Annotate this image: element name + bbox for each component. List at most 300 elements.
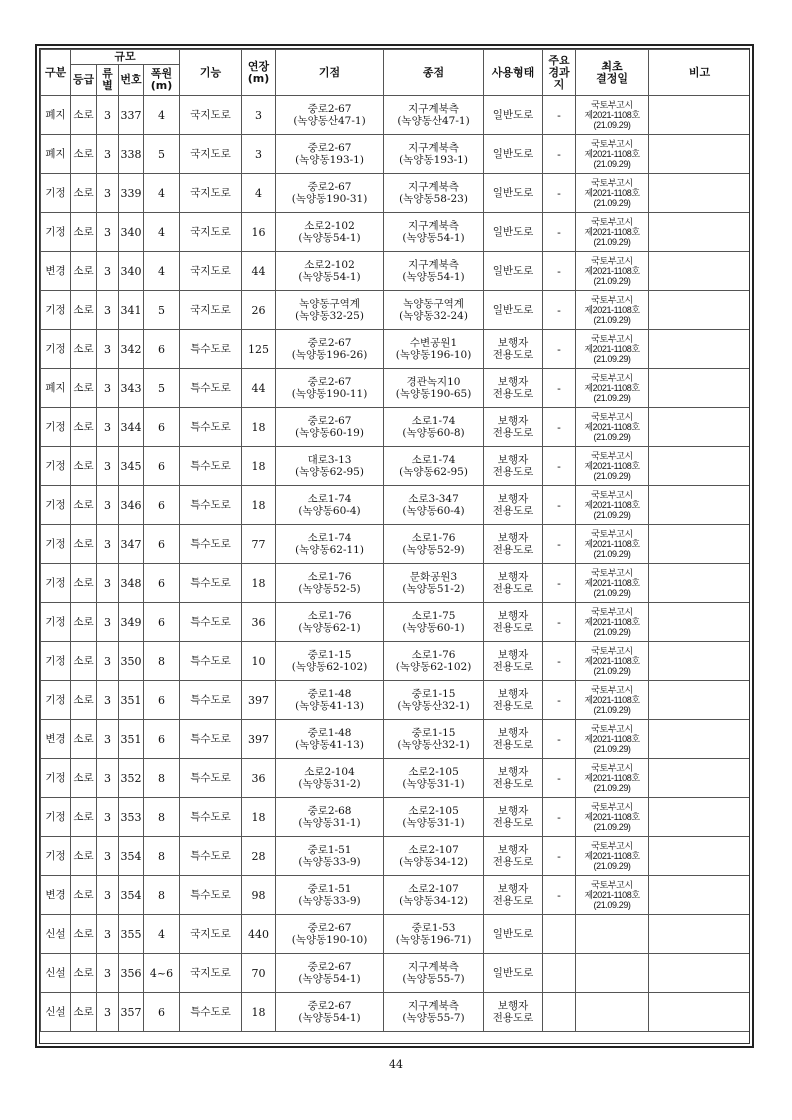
cell-remarks [649, 174, 750, 213]
cell-type: 3 [97, 837, 119, 876]
cell-grade: 소로 [71, 876, 97, 915]
decision-line: 제2021-1108호 [584, 422, 640, 432]
cell-end: 소로1-74 (녹양동60-8) [384, 408, 484, 447]
cell-grade: 소로 [71, 642, 97, 681]
decision-line: (21.09.29) [593, 276, 631, 286]
cell-function: 국지도로 [180, 915, 242, 954]
cell-length: 77 [242, 525, 276, 564]
cell-gubun: 신설 [41, 954, 71, 993]
cell-start: 중로1-51 (녹양동33-9) [276, 876, 384, 915]
cell-start: 중로2-67 (녹양동190-10) [276, 915, 384, 954]
cell-type: 3 [97, 486, 119, 525]
cell-gubun: 기정 [41, 174, 71, 213]
cell-gubun: 변경 [41, 252, 71, 291]
cell-grade: 소로 [71, 447, 97, 486]
cell-width: 4 [144, 252, 180, 291]
cell-width: 6 [144, 720, 180, 759]
cell-remarks [649, 564, 750, 603]
cell-remarks [649, 135, 750, 174]
cell-end: 지구계북측 (녹양동55-7) [384, 993, 484, 1032]
cell-gubun: 기정 [41, 681, 71, 720]
decision-line: (21.09.29) [593, 705, 631, 715]
cell-via: - [543, 837, 576, 876]
cell-length: 18 [242, 798, 276, 837]
cell-gubun: 기정 [41, 564, 71, 603]
cell-gubun: 폐지 [41, 96, 71, 135]
cell-length: 18 [242, 486, 276, 525]
cell-width: 5 [144, 291, 180, 330]
header-remarks: 비고 [649, 50, 750, 96]
cell-number: 340 [119, 252, 144, 291]
cell-gubun: 기정 [41, 447, 71, 486]
cell-function: 국지도로 [180, 96, 242, 135]
decision-line: (21.09.29) [593, 354, 631, 364]
cell-type: 3 [97, 525, 119, 564]
cell-decision [576, 330, 649, 369]
cell-type: 3 [97, 876, 119, 915]
decision-line: 제2021-1108호 [584, 734, 640, 744]
decision-line: 제2021-1108호 [584, 617, 640, 627]
decision-line: 국토부고시 [591, 880, 633, 890]
cell-type: 3 [97, 954, 119, 993]
cell-start: 중로2-67 (녹양동54-1) [276, 993, 384, 1032]
cell-via: - [543, 291, 576, 330]
cell-grade: 소로 [71, 486, 97, 525]
cell-usage: 일반도로 [484, 135, 543, 174]
cell-decision [576, 837, 649, 876]
decision-line: 국토부고시 [591, 451, 633, 461]
table-row [41, 291, 751, 330]
cell-type: 3 [97, 642, 119, 681]
decision-line: 제2021-1108호 [584, 110, 640, 120]
cell-usage: 보행자 전용도로 [484, 759, 543, 798]
table-row [41, 681, 751, 720]
cell-decision [576, 369, 649, 408]
cell-grade: 소로 [71, 330, 97, 369]
cell-length: 44 [242, 252, 276, 291]
cell-start: 중로2-67 (녹양동60-19) [276, 408, 384, 447]
cell-type: 3 [97, 252, 119, 291]
cell-end: 소로1-74 (녹양동62-95) [384, 447, 484, 486]
cell-remarks [649, 486, 750, 525]
cell-grade: 소로 [71, 993, 97, 1032]
cell-number: 344 [119, 408, 144, 447]
cell-length: 44 [242, 369, 276, 408]
cell-number: 342 [119, 330, 144, 369]
cell-decision [576, 720, 649, 759]
cell-function: 특수도로 [180, 798, 242, 837]
cell-function: 특수도로 [180, 993, 242, 1032]
cell-decision [576, 174, 649, 213]
cell-start: 중로2-67 (녹양동193-1) [276, 135, 384, 174]
cell-via [543, 915, 576, 954]
header-length: 연장 (m) [242, 50, 276, 96]
cell-decision [576, 96, 649, 135]
cell-gubun: 기정 [41, 759, 71, 798]
cell-grade: 소로 [71, 681, 97, 720]
cell-length: 397 [242, 681, 276, 720]
cell-type: 3 [97, 993, 119, 1032]
cell-remarks [649, 954, 750, 993]
table-container [39, 48, 750, 1044]
decision-line: 국토부고시 [591, 841, 633, 851]
cell-length: 18 [242, 447, 276, 486]
decision-line: (21.09.29) [593, 159, 631, 169]
cell-start: 소로1-76 (녹양동62-1) [276, 603, 384, 642]
cell-end: 지구계북측 (녹양동55-7) [384, 954, 484, 993]
decision-line: 제2021-1108호 [584, 578, 640, 588]
cell-gubun: 기정 [41, 330, 71, 369]
cell-via: - [543, 603, 576, 642]
cell-function: 특수도로 [180, 720, 242, 759]
cell-start: 소로2-104 (녹양동31-2) [276, 759, 384, 798]
decision-line: 국토부고시 [591, 685, 633, 695]
cell-grade: 소로 [71, 564, 97, 603]
decision-line: 국토부고시 [591, 724, 633, 734]
cell-gubun: 기정 [41, 486, 71, 525]
cell-gubun: 기정 [41, 291, 71, 330]
cell-type: 3 [97, 213, 119, 252]
cell-remarks [649, 330, 750, 369]
cell-grade: 소로 [71, 954, 97, 993]
cell-end: 지구계북측 (녹양동54-1) [384, 213, 484, 252]
decision-line: 국토부고시 [591, 646, 633, 656]
header-start: 기점 [276, 50, 384, 96]
cell-type: 3 [97, 291, 119, 330]
cell-function: 국지도로 [180, 954, 242, 993]
cell-type: 3 [97, 96, 119, 135]
cell-length: 397 [242, 720, 276, 759]
cell-length: 28 [242, 837, 276, 876]
cell-remarks [649, 720, 750, 759]
cell-type: 3 [97, 603, 119, 642]
cell-width: 5 [144, 369, 180, 408]
cell-grade: 소로 [71, 369, 97, 408]
cell-start: 중로2-67 (녹양동54-1) [276, 954, 384, 993]
decision-line: 국토부고시 [591, 178, 633, 188]
cell-end: 소로2-107 (녹양동34-12) [384, 876, 484, 915]
cell-decision [576, 252, 649, 291]
decision-line: (21.09.29) [593, 393, 631, 403]
decision-line: (21.09.29) [593, 471, 631, 481]
cell-usage: 보행자 전용도로 [484, 564, 543, 603]
cell-type: 3 [97, 915, 119, 954]
cell-length: 18 [242, 408, 276, 447]
header-gubun: 구분 [41, 50, 71, 96]
cell-via: - [543, 642, 576, 681]
decision-line: 제2021-1108호 [584, 227, 640, 237]
header-via: 주요 경과 지 [543, 50, 576, 96]
table-body [41, 96, 751, 1032]
cell-gubun: 기정 [41, 213, 71, 252]
cell-length: 18 [242, 564, 276, 603]
cell-function: 특수도로 [180, 408, 242, 447]
page-frame [35, 44, 754, 1048]
cell-usage: 보행자 전용도로 [484, 642, 543, 681]
cell-end: 소로1-75 (녹양동60-1) [384, 603, 484, 642]
header-type: 류별 [97, 65, 119, 96]
cell-decision [576, 876, 649, 915]
cell-remarks [649, 369, 750, 408]
cell-function: 특수도로 [180, 603, 242, 642]
decision-line: 국토부고시 [591, 139, 633, 149]
table-row [41, 408, 751, 447]
cell-width: 4 [144, 96, 180, 135]
cell-start: 중로1-48 (녹양동41-13) [276, 720, 384, 759]
cell-length: 10 [242, 642, 276, 681]
cell-function: 특수도로 [180, 369, 242, 408]
table-row [41, 369, 751, 408]
cell-via: - [543, 720, 576, 759]
cell-function: 특수도로 [180, 642, 242, 681]
decision-line: 제2021-1108호 [584, 266, 640, 276]
cell-via: - [543, 876, 576, 915]
cell-width: 6 [144, 603, 180, 642]
cell-usage: 일반도로 [484, 291, 543, 330]
cell-start: 중로2-67 (녹양동산47-1) [276, 96, 384, 135]
cell-gubun: 신설 [41, 993, 71, 1032]
table-row [41, 642, 751, 681]
cell-usage: 보행자 전용도로 [484, 720, 543, 759]
cell-width: 6 [144, 330, 180, 369]
cell-length: 36 [242, 603, 276, 642]
cell-via: - [543, 447, 576, 486]
cell-start: 중로2-67 (녹양동196-26) [276, 330, 384, 369]
cell-gubun: 기정 [41, 798, 71, 837]
header-number: 번호 [119, 65, 144, 96]
cell-start: 소로2-102 (녹양동54-1) [276, 252, 384, 291]
table-row [41, 837, 751, 876]
cell-decision [576, 447, 649, 486]
decision-line: (21.09.29) [593, 783, 631, 793]
decision-line: (21.09.29) [593, 822, 631, 832]
decision-line: (21.09.29) [593, 861, 631, 871]
decision-line: 제2021-1108호 [584, 188, 640, 198]
cell-via: - [543, 135, 576, 174]
cell-length: 3 [242, 96, 276, 135]
cell-grade: 소로 [71, 720, 97, 759]
decision-line: (21.09.29) [593, 666, 631, 676]
cell-width: 4~6 [144, 954, 180, 993]
cell-start: 대로3-13 (녹양동62-95) [276, 447, 384, 486]
cell-width: 4 [144, 915, 180, 954]
cell-width: 8 [144, 642, 180, 681]
cell-usage: 보행자 전용도로 [484, 993, 543, 1032]
cell-decision [576, 525, 649, 564]
cell-grade: 소로 [71, 135, 97, 174]
page-number: 44 [389, 1058, 403, 1071]
cell-type: 3 [97, 798, 119, 837]
cell-type: 3 [97, 408, 119, 447]
cell-length: 3 [242, 135, 276, 174]
cell-via: - [543, 564, 576, 603]
cell-length: 16 [242, 213, 276, 252]
cell-via: - [543, 174, 576, 213]
cell-remarks [649, 837, 750, 876]
cell-length: 98 [242, 876, 276, 915]
decision-line: 국토부고시 [591, 217, 633, 227]
cell-grade: 소로 [71, 252, 97, 291]
cell-usage: 보행자 전용도로 [484, 837, 543, 876]
cell-gubun: 변경 [41, 876, 71, 915]
cell-end: 중로1-15 (녹양동산32-1) [384, 720, 484, 759]
cell-type: 3 [97, 681, 119, 720]
cell-decision [576, 954, 649, 993]
decision-line: 제2021-1108호 [584, 344, 640, 354]
cell-gubun: 기정 [41, 603, 71, 642]
decision-line: 국토부고시 [591, 529, 633, 539]
decision-line: 제2021-1108호 [584, 305, 640, 315]
cell-start: 소로1-74 (녹양동62-11) [276, 525, 384, 564]
cell-via [543, 993, 576, 1032]
cell-grade: 소로 [71, 603, 97, 642]
decision-line: (21.09.29) [593, 627, 631, 637]
cell-type: 3 [97, 174, 119, 213]
cell-gubun: 변경 [41, 720, 71, 759]
table-row [41, 603, 751, 642]
cell-usage: 보행자 전용도로 [484, 525, 543, 564]
cell-remarks [649, 408, 750, 447]
cell-gubun: 기정 [41, 642, 71, 681]
cell-usage: 보행자 전용도로 [484, 876, 543, 915]
cell-function: 특수도로 [180, 681, 242, 720]
cell-number: 337 [119, 96, 144, 135]
cell-number: 338 [119, 135, 144, 174]
cell-via: - [543, 408, 576, 447]
cell-width: 6 [144, 408, 180, 447]
cell-end: 수변공원1 (녹양동196-10) [384, 330, 484, 369]
cell-start: 소로2-102 (녹양동54-1) [276, 213, 384, 252]
cell-width: 6 [144, 564, 180, 603]
cell-function: 국지도로 [180, 135, 242, 174]
table-row [41, 564, 751, 603]
header-decision: 최초 결정일 [576, 50, 649, 96]
cell-decision [576, 564, 649, 603]
cell-function: 국지도로 [180, 252, 242, 291]
cell-usage: 일반도로 [484, 954, 543, 993]
cell-remarks [649, 603, 750, 642]
cell-length: 18 [242, 993, 276, 1032]
cell-end: 지구계북측 (녹양동산47-1) [384, 96, 484, 135]
cell-number: 357 [119, 993, 144, 1032]
table-row [41, 720, 751, 759]
cell-number: 347 [119, 525, 144, 564]
cell-remarks [649, 291, 750, 330]
cell-usage: 일반도로 [484, 915, 543, 954]
cell-remarks [649, 798, 750, 837]
decision-line: 제2021-1108호 [584, 539, 640, 549]
cell-grade: 소로 [71, 408, 97, 447]
cell-end: 문화공원3 (녹양동51-2) [384, 564, 484, 603]
cell-via: - [543, 798, 576, 837]
cell-end: 소로1-76 (녹양동62-102) [384, 642, 484, 681]
cell-decision [576, 486, 649, 525]
cell-grade: 소로 [71, 213, 97, 252]
cell-grade: 소로 [71, 174, 97, 213]
cell-grade: 소로 [71, 759, 97, 798]
cell-end: 소로1-76 (녹양동52-9) [384, 525, 484, 564]
cell-end: 지구계북측 (녹양동54-1) [384, 252, 484, 291]
cell-length: 4 [242, 174, 276, 213]
cell-width: 5 [144, 135, 180, 174]
table-row [41, 96, 751, 135]
cell-number: 356 [119, 954, 144, 993]
decision-line: 국토부고시 [591, 256, 633, 266]
cell-remarks [649, 447, 750, 486]
decision-line: (21.09.29) [593, 510, 631, 520]
cell-width: 6 [144, 681, 180, 720]
decision-line: (21.09.29) [593, 315, 631, 325]
header-usage: 사용형태 [484, 50, 543, 96]
cell-length: 26 [242, 291, 276, 330]
decision-line: (21.09.29) [593, 198, 631, 208]
cell-number: 355 [119, 915, 144, 954]
cell-length: 70 [242, 954, 276, 993]
table-row [41, 486, 751, 525]
cell-grade: 소로 [71, 291, 97, 330]
table-row [41, 447, 751, 486]
cell-grade: 소로 [71, 525, 97, 564]
decision-line: 국토부고시 [591, 607, 633, 617]
cell-usage: 보행자 전용도로 [484, 369, 543, 408]
cell-grade: 소로 [71, 915, 97, 954]
decision-line: 제2021-1108호 [584, 773, 640, 783]
cell-function: 국지도로 [180, 174, 242, 213]
cell-via: - [543, 681, 576, 720]
header-end: 종점 [384, 50, 484, 96]
cell-usage: 보행자 전용도로 [484, 603, 543, 642]
cell-end: 지구계북측 (녹양동193-1) [384, 135, 484, 174]
cell-number: 352 [119, 759, 144, 798]
cell-gubun: 기정 [41, 408, 71, 447]
cell-number: 349 [119, 603, 144, 642]
table-row [41, 174, 751, 213]
table-row [41, 876, 751, 915]
table-row [41, 252, 751, 291]
cell-type: 3 [97, 447, 119, 486]
cell-width: 8 [144, 876, 180, 915]
decision-line: 제2021-1108호 [584, 695, 640, 705]
cell-number: 354 [119, 876, 144, 915]
cell-remarks [649, 993, 750, 1032]
table-row [41, 954, 751, 993]
cell-function: 특수도로 [180, 837, 242, 876]
cell-usage: 보행자 전용도로 [484, 447, 543, 486]
decision-line: 제2021-1108호 [584, 812, 640, 822]
cell-function: 특수도로 [180, 447, 242, 486]
decision-line: (21.09.29) [593, 549, 631, 559]
cell-grade: 소로 [71, 96, 97, 135]
cell-decision [576, 681, 649, 720]
cell-width: 6 [144, 525, 180, 564]
header-grade: 등급 [71, 65, 97, 96]
cell-via: - [543, 330, 576, 369]
cell-decision [576, 798, 649, 837]
header-scale: 규모 [71, 50, 180, 65]
cell-gubun: 폐지 [41, 369, 71, 408]
cell-remarks [649, 525, 750, 564]
cell-remarks [649, 876, 750, 915]
cell-function: 국지도로 [180, 213, 242, 252]
cell-number: 351 [119, 720, 144, 759]
decision-line: (21.09.29) [593, 588, 631, 598]
cell-remarks [649, 642, 750, 681]
cell-via [543, 954, 576, 993]
table-row [41, 330, 751, 369]
cell-grade: 소로 [71, 837, 97, 876]
table-row [41, 213, 751, 252]
cell-start: 소로1-74 (녹양동60-4) [276, 486, 384, 525]
